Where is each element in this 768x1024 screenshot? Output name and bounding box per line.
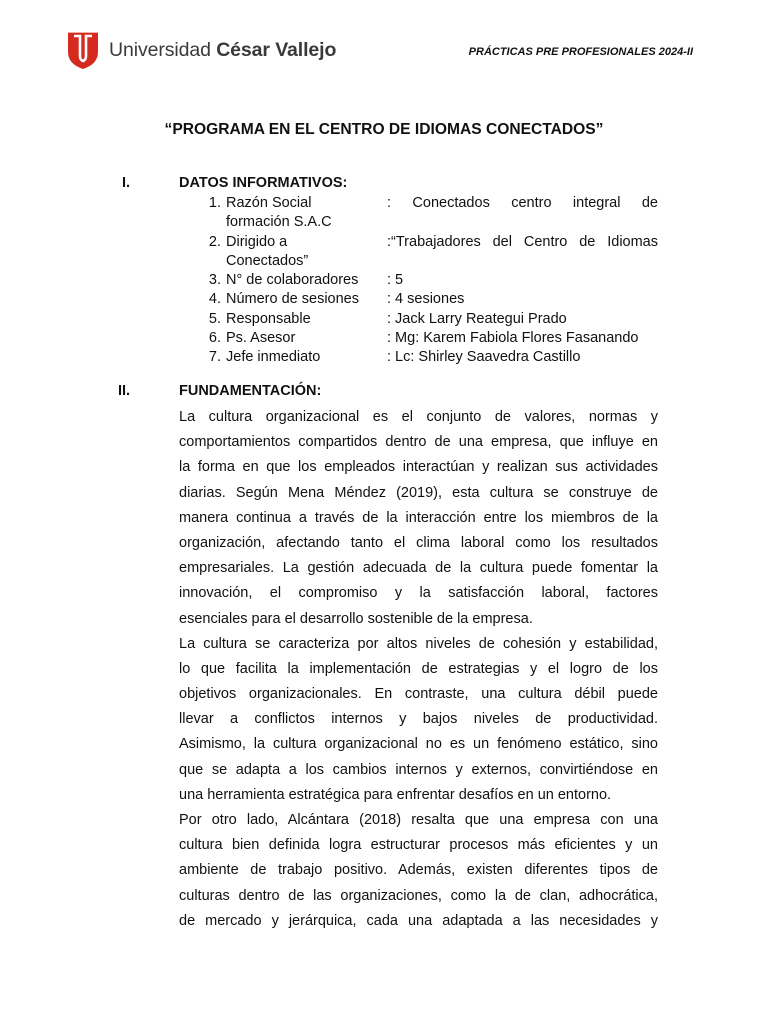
info-item-number: 5.	[208, 310, 221, 327]
info-item-number: 3.	[208, 272, 221, 288]
paragraph-line: empresariales. La gestión adecuada de la cultura puede fomentar la	[179, 560, 658, 577]
paragraph-line: cultura bien definida logra estructurar procesos más eficientes y un	[179, 837, 658, 854]
university-shield-icon	[66, 30, 100, 70]
paragraph-line: de mercado y jerárquica, cada una adaptada a las necesidades y	[179, 912, 658, 929]
university-name: Universidad César Vallejo	[109, 38, 337, 61]
paragraph-line: organización, afectando tanto el clima laboral como los resultados	[179, 534, 658, 551]
info-item-number: 7.	[208, 349, 221, 366]
info-item-value: : Conectados centro integral de	[387, 195, 658, 211]
info-item-label: Razón Social formación S.A.C	[226, 195, 332, 231]
paragraph-line: llevar a conflictos internos y bajos niveles de productividad.	[179, 711, 658, 728]
paragraph-line: una herramienta estratégica para enfrentar desafíos en un entorno.	[179, 786, 612, 803]
paragraph-line: Asimismo, la cultura organizacional no es un fenómeno estático, sino	[179, 736, 658, 753]
info-item-value: : Jack Larry Reategui Prado	[387, 310, 567, 327]
paragraph-line: esenciales para el desarrollo sostenible de la empresa.	[179, 610, 533, 627]
paragraph-line: objetivos organizacionales. En contraste, una cultura débil puede	[179, 686, 658, 703]
section-1-title: DATOS INFORMATIVOS:	[179, 175, 348, 191]
info-item-label: Número de sesiones	[226, 291, 359, 308]
paragraph-line: innovación, el compromiso y la satisfacción laboral, factores	[179, 585, 658, 602]
header-practice-label: PRÁCTICAS PRE PROFESIONALES 2024-II	[468, 46, 693, 58]
info-item-value: : 4 sesiones	[387, 291, 465, 308]
paragraph-line: ambiente de trabajo positivo. Además, existen diferentes tipos de	[179, 862, 658, 879]
paragraph-line: diarias. Según Mena Méndez (2019), esta cultura se construye de	[179, 484, 658, 501]
info-item-label: Jefe inmediato	[226, 349, 321, 366]
info-item-label: Dirigido a Conectados”	[226, 233, 309, 269]
info-item-label: N° de colaboradores	[226, 272, 359, 288]
university-logo	[66, 30, 336, 70]
fundamentacion-text	[179, 405, 658, 934]
info-item-label: Ps. Asesor	[226, 329, 296, 346]
paragraph-line: comportamientos compartidos dentro de una empresa, que influye en	[179, 434, 658, 451]
paragraph-line: la forma en que los empleados interactúan y realizan sus actividades	[179, 459, 658, 476]
info-item-value: : Lc: Shirley Saavedra Castillo	[387, 349, 581, 366]
paragraph-line: que se adapta a los cambios internos y externos, convirtiéndose en	[179, 761, 658, 778]
section-2-number: II.	[118, 383, 131, 399]
section-1-number: I.	[122, 175, 131, 191]
info-item-number: 6.	[208, 329, 221, 346]
info-item-number: 1.	[208, 195, 221, 211]
paragraph-line: Por otro lado, Alcántara (2018) resalta que una empresa con una	[179, 812, 658, 828]
info-item-value: : Mg: Karem Fabiola Flores Fasanando	[387, 329, 639, 346]
section-2-title: FUNDAMENTACIÓN:	[179, 383, 322, 399]
paragraph-line: lo que facilita la implementación de estrategias y el logro de los	[179, 660, 658, 677]
paragraph-line: La cultura se caracteriza por altos niveles de cohesión y estabilidad,	[179, 635, 658, 652]
paragraph-line: manera continua a través de la interacción entre los miembros de la	[179, 509, 658, 526]
info-item-value: : 5	[387, 272, 404, 288]
info-item-value: :“Trabajadores del Centro de Idiomas	[387, 233, 658, 250]
paragraph-line: La cultura organizacional es el conjunto de valores, normas y	[179, 409, 658, 425]
info-item-label: Responsable	[226, 310, 311, 327]
info-item-number: 2.	[208, 233, 221, 250]
info-item-number: 4.	[208, 291, 221, 308]
paragraph-line: culturas dentro de las organizaciones, como la de clan, adhocrática,	[179, 887, 658, 904]
document-title: “PROGRAMA EN EL CENTRO DE IDIOMAS CONECTADOS”	[164, 121, 604, 138]
